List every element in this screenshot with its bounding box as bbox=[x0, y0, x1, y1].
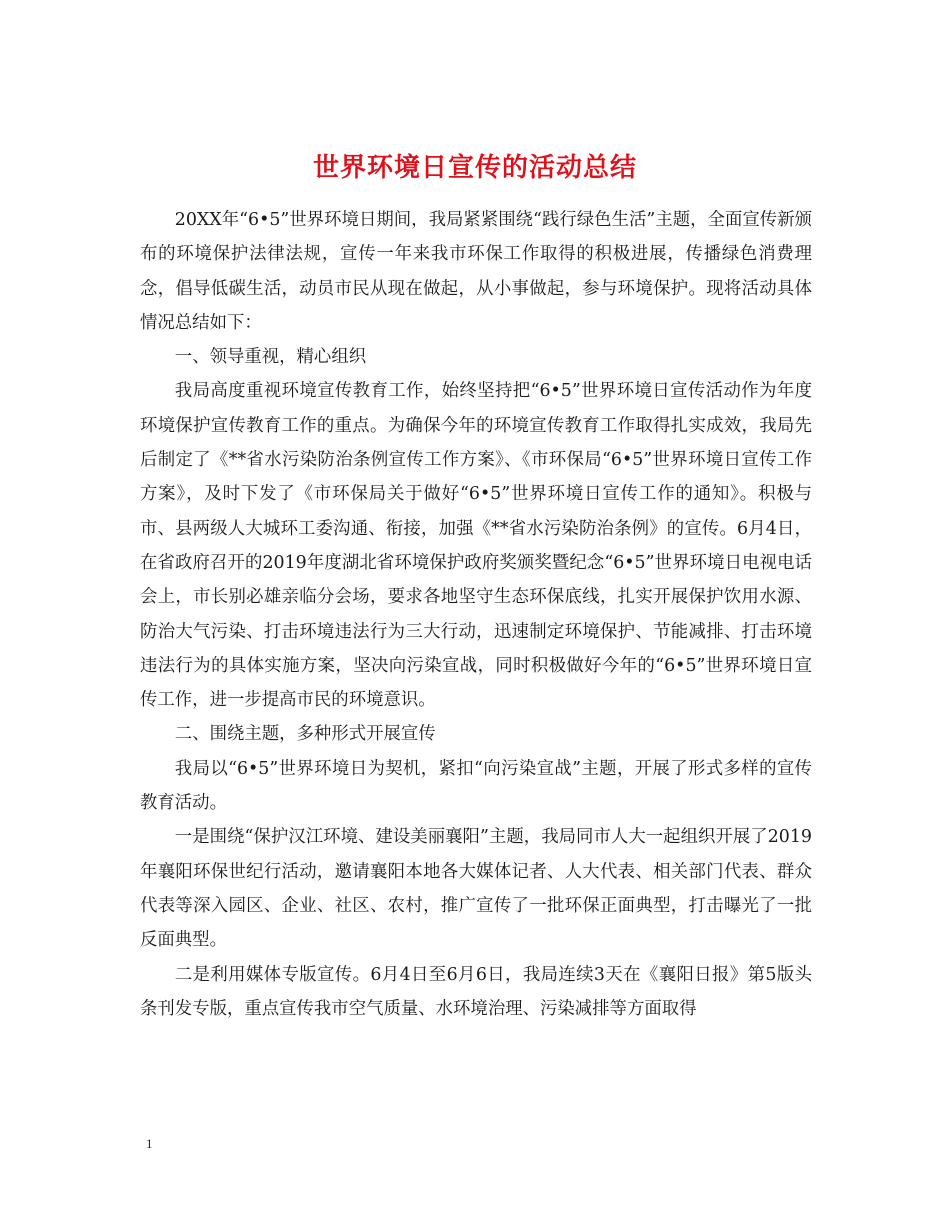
page-number: 1 bbox=[146, 1136, 153, 1151]
document-title: 世界环境日宣传的活动总结 bbox=[312, 153, 637, 184]
section-2-intro-paragraph: 我局以“6•5”世界环境日为契机，紧扣“向污染宣战”主题，开展了形式多样的宣传教育活动。 bbox=[140, 758, 812, 814]
section-1-paragraph: 我局高度重视环境宣传教育工作，始终坚持把“6•5”世界环境日宣传活动作为年度环境保护宣传教育工作的重点。为确保今年的环境宣传教育工作取得扎实成效，我局先后制定了《**省水污染防治条例宣传工作方案》、《市环保局“6•5”世界环境日宣传工作方案》，及时下发了《市环保局关于做好“6•5”世界环境日宣传工作的通知》。积极与市、县两级人大城环工委沟通、衔接，加强《**省水污染防治条例》的宣传。6月4日，在省政府召开的2019年度湖北省环境保护政府奖颁奖暨纪念“6•5”世界环境日电视电话会上，市长别必雄亲临分会场，要求各地坚守生态环保底线，扎实开展保护饮用水源、防治大气污染、打击环境违法行为三大行动，迅速制定环境保护、节能减排、打击环境违法行为的具体实施方案，坚决向污染宣战，同时积极做好今年的“6•5”世界环境日宣传工作，进一步提高市民的环境意识。 bbox=[140, 381, 812, 711]
section-heading-2: 二、围绕主题，多种形式开展宣传 bbox=[174, 724, 436, 745]
intro-paragraph: 20XX年“6•5”世界环境日期间，我局紧紧围绕“践行绿色生活”主题，全面宣传新颁布的环境保护法律法规，宣传一年来我市环保工作取得的积极进展，传播绿色消费理念，倡导低碳生活，动员市民从现在做起，从小事做起，参与环境保护。现将活动具体情况总结如下： bbox=[140, 210, 812, 333]
document-body bbox=[140, 203, 812, 1026]
section-2-item-1-paragraph: 一是围绕“保护汉江环境、建设美丽襄阳”主题，我局同市人大一起组织开展了2019年襄阳环保世纪行活动，邀请襄阳本地各大媒体记者、人大代表、相关部门代表、群众代表等深入园区、企业、社区、农村，推广宣传了一批环保正面典型，打击曝光了一批反面典型。 bbox=[140, 827, 812, 951]
section-2-item-2-paragraph: 二是利用媒体专版宣传。6月4日至6月6日，我局连续3天在《襄阳日报》第5版头条刊发专版，重点宣传我市空气质量、水环境治理、污染减排等方面取得 bbox=[140, 964, 812, 1019]
section-heading-1: 一、领导重视，精心组织 bbox=[174, 347, 367, 368]
